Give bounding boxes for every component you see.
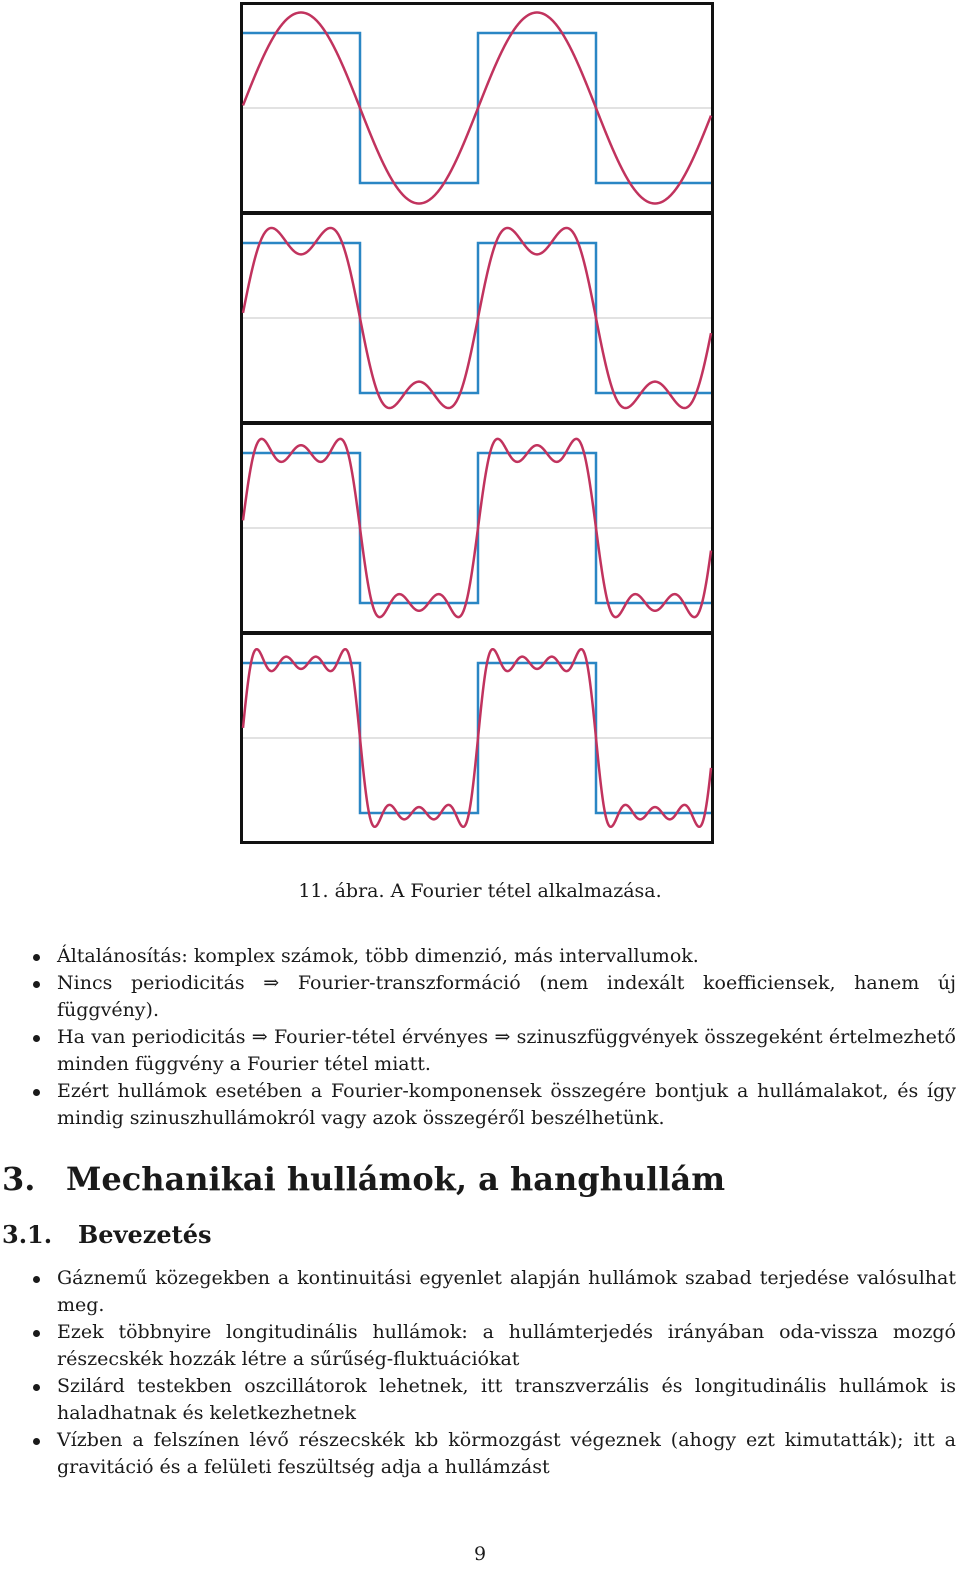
section-heading <box>2 1160 725 1198</box>
subsection-heading <box>2 1220 212 1249</box>
list-item-text: Gáznemű közegekben a kontinuitási egyenlet alapján hullámok szabad terjedése valósulhat meg. <box>57 1267 956 1316</box>
bullet-icon <box>33 1276 40 1283</box>
list-item-text: Vízben a felszínen lévő részecskék kb körmozgást végeznek (ahogy ezt kimutatták); itt a gravitáció és a felületi feszültség adja a hullámzást <box>57 1429 956 1478</box>
list-item-text: Ha van periodicitás ⇒ Fourier-tétel érvényes ⇒ szinuszfüggvények összegeként értelmezhető minden függvény a Fourier tétel miatt. <box>57 1026 956 1075</box>
bullet-icon <box>33 1438 40 1445</box>
bullet-list-fourier <box>0 943 960 1132</box>
figure-caption: 11. ábra. A Fourier tétel alkalmazása. <box>298 880 662 902</box>
bullet-icon <box>33 954 40 961</box>
section-title: Mechanikai hullámok, a hanghullám <box>66 1160 726 1198</box>
list-item-text: Ezek többnyire longitudinális hullámok: a hullámterjedés irányában oda-vissza mozgó részecskék hozzák létre a sűrűség-fluktuációkat <box>57 1321 956 1370</box>
list-item-text: Általánosítás: komplex számok, több dimenzió, más intervallumok. <box>57 945 699 967</box>
list-item <box>0 1373 960 1427</box>
list-item <box>0 1427 960 1481</box>
list-item <box>0 1319 960 1373</box>
bullet-icon <box>33 1384 40 1391</box>
bullet-icon <box>33 1089 40 1096</box>
list-item <box>0 1078 960 1132</box>
list-item-text: Ezért hullámok esetében a Fourier-komponensek összegére bontjuk a hullámalakot, és így mindig szinuszhullámokról vagy azok összegéről beszélhetünk. <box>57 1080 956 1129</box>
subsection-number: 3.1. <box>2 1220 53 1249</box>
section-number: 3. <box>2 1160 36 1198</box>
list-item-text: Nincs periodicitás ⇒ Fourier-transzformáció (nem indexált koefficiensek, hanem új függvény). <box>57 972 956 1021</box>
bullet-list-waves <box>0 1265 960 1481</box>
page-number: 9 <box>473 1543 487 1565</box>
list-item <box>0 1265 960 1319</box>
subsection-title: Bevezetés <box>78 1220 212 1249</box>
bullet-icon <box>33 1330 40 1337</box>
list-item <box>0 943 960 970</box>
list-item <box>0 1024 960 1078</box>
fourier-series-plot <box>240 2 714 852</box>
list-item <box>0 970 960 1024</box>
fourier-figure <box>240 2 714 852</box>
bullet-icon <box>33 981 40 988</box>
bullet-icon <box>33 1035 40 1042</box>
list-item-text: Szilárd testekben oszcillátorok lehetnek, itt transzverzális és longitudinális hullámok is haladhatnak és keletkezhetnek <box>57 1375 956 1424</box>
